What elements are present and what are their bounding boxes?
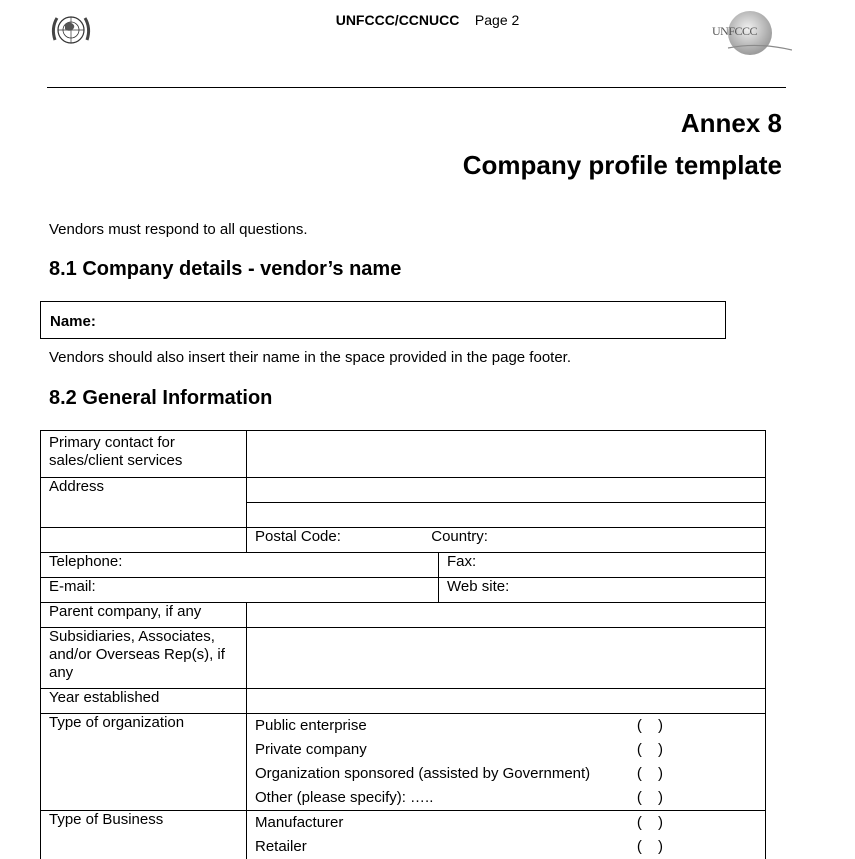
telephone-field[interactable] [41,553,439,578]
parent-company-label: Parent company, if any [41,603,247,628]
org-type-label: Type of organization [41,714,247,811]
org-option[interactable] [255,786,757,810]
org-option-label: Organization sponsored (assisted by Government) [255,765,590,783]
business-type-options [247,811,766,859]
org-option[interactable] [255,762,757,786]
header-divider [47,87,786,88]
footer-note: Vendors should also insert their name in the space provided in the page footer. [49,349,571,366]
unfccc-logo-text: UNFCCC [712,24,757,39]
fax-field[interactable] [439,553,766,578]
primary-contact-field[interactable] [247,431,766,478]
org-option-label: Public enterprise [255,717,367,735]
org-option-label: Other (please specify): ….. [255,789,433,807]
parent-company-field[interactable] [247,603,766,628]
intro-text: Vendors must respond to all questions. [49,221,308,238]
website-field[interactable] [439,578,766,603]
annex-title: Annex 8 [681,108,782,139]
year-established-label: Year established [41,689,247,714]
business-option-label: Retailer [255,838,307,856]
address-field-2[interactable] [247,503,766,528]
org-option-checkbox[interactable]: ( ) [637,741,669,759]
year-established-field[interactable] [247,689,766,714]
org-option[interactable] [255,738,757,762]
country-label: Country: [431,528,488,545]
business-option[interactable] [255,811,757,835]
vendor-name-field[interactable] [40,301,726,339]
website-label: Web site: [447,578,509,595]
header-page: Page 2 [475,12,519,28]
org-option-checkbox[interactable]: ( ) [637,765,669,783]
subsidiaries-field[interactable] [247,628,766,689]
business-option-checkbox[interactable]: ( ) [637,814,669,832]
address-label-blank [41,503,247,528]
unfccc-logo [708,10,792,60]
postal-code-label: Postal Code: [255,528,341,545]
email-field[interactable] [41,578,439,603]
email-label: E-mail: [49,578,96,595]
org-option-checkbox[interactable]: ( ) [637,789,669,807]
business-option[interactable] [255,835,757,859]
postal-country-field[interactable] [247,528,766,553]
section-heading-8-2: 8.2 General Information [49,387,272,410]
address-label-blank-2 [41,528,247,553]
address-label: Address [41,478,247,503]
org-option-label: Private company [255,741,367,759]
business-option-label: Manufacturer [255,814,343,832]
fax-label: Fax: [447,553,476,570]
subsidiaries-label: Subsidiaries, Associates, and/or Overseas Rep(s), if any [41,628,247,689]
section-heading-8-1: 8.1 Company details - vendor’s name [49,258,401,281]
primary-contact-label: Primary contact for sales/client services [41,431,247,478]
general-info-table [40,430,766,859]
business-type-label: Type of Business [41,811,247,859]
page-title: Company profile template [463,150,782,181]
org-option-checkbox[interactable]: ( ) [637,717,669,735]
name-label: Name: [50,313,96,330]
org-option[interactable] [255,714,757,738]
address-field-1[interactable] [247,478,766,503]
header-doc-code: UNFCCC/CCNUCC [336,12,460,28]
org-type-options [247,714,766,811]
business-option-checkbox[interactable]: ( ) [637,838,669,856]
telephone-label: Telephone: [49,553,122,570]
